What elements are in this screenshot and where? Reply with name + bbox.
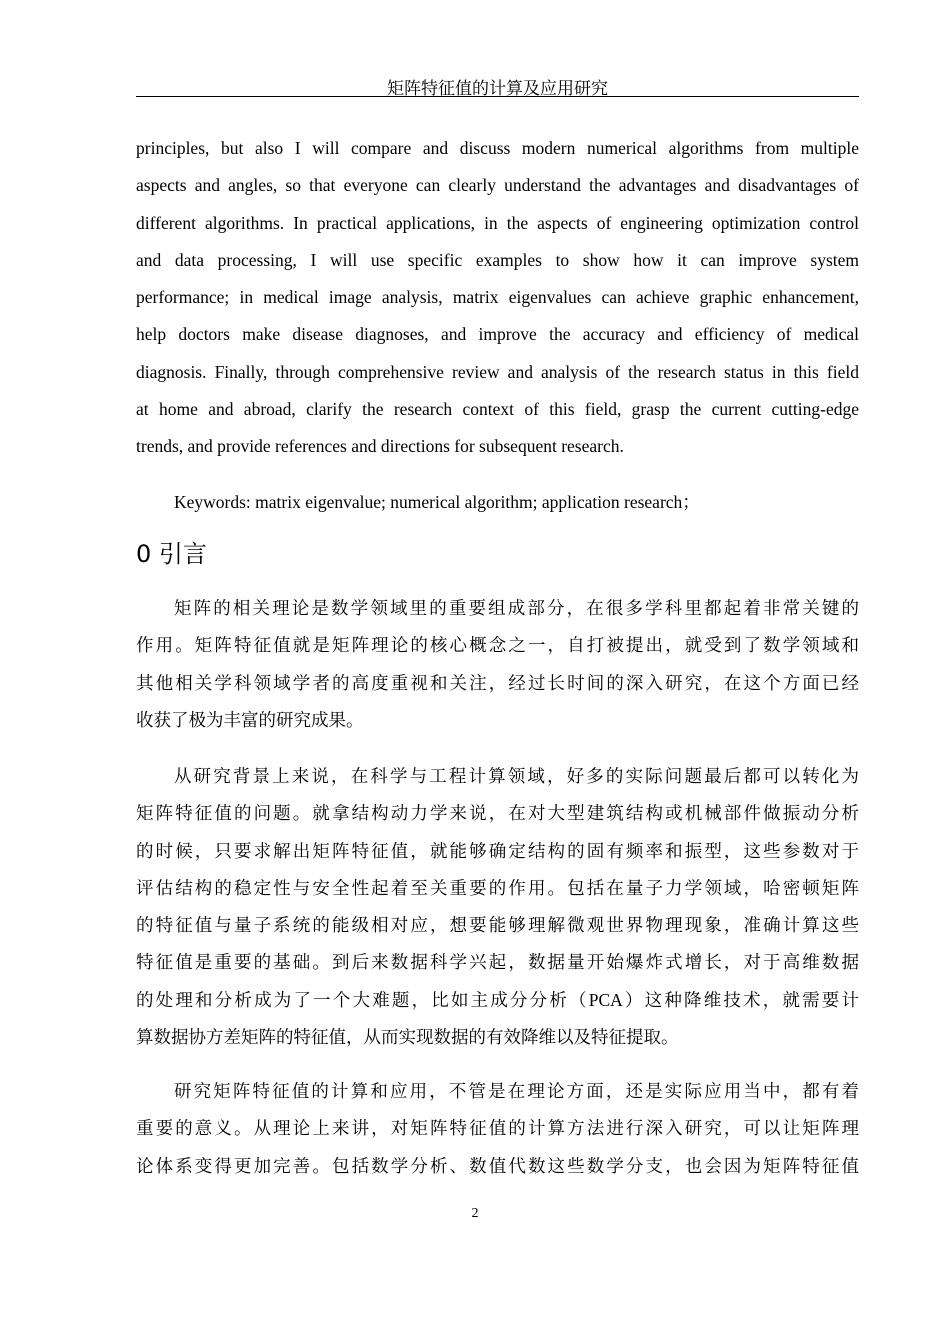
keywords-line: Keywords: matrix eigenvalue; numerical algorithm; application research； [174, 492, 700, 512]
page-number: 2 [471, 1206, 479, 1221]
text-line: at home and abroad, clarify the research context of this field, grasp the current cutting-edge [136, 399, 859, 420]
text-line: 算数据协方差矩阵的特征值，从而实现数据的有效降维以及特征提取。 [136, 1027, 679, 1048]
running-header-title: 矩阵特征值的计算及应用研究 [387, 79, 608, 98]
text-line: diagnosis. Finally, through comprehensive review and analysis of the research status in this field [136, 361, 859, 382]
text-line: trends, and provide references and directions for subsequent research. [136, 436, 624, 457]
text-line: help doctors make disease diagnoses, and improve the accuracy and efficiency of medical [136, 324, 859, 345]
header-divider [136, 96, 859, 97]
text-line: 的时候，只要求解出矩阵特征值，就能够确定结构的固有频率和振型，这些参数对于 [136, 840, 859, 861]
text-line: 重要的意义。从理论上来讲，对矩阵特征值的计算方法进行深入研究，可以让矩阵理 [136, 1118, 859, 1139]
text-line: 作用。矩阵特征值就是矩阵理论的核心概念之一，自打被提出，就受到了数学领域和 [136, 635, 859, 656]
text-line: 其他相关学科领域学者的高度重视和关注，经过长时间的深入研究，在这个方面已经 [136, 672, 859, 693]
text-line: and data processing, I will use specific examples to show how it can improve system [136, 249, 859, 270]
body-paragraph-2 [136, 758, 859, 1056]
text-line: 矩阵的相关理论是数学领域里的重要组成部分，在很多学科里都起着非常关键的 [174, 598, 859, 618]
section-heading: 0 引言 [136, 540, 207, 568]
abstract-english-paragraph [136, 130, 859, 466]
text-line: 论体系变得更加完善。包括数学分析、数值代数这些数学分支，也会因为矩阵特征值 [136, 1155, 859, 1176]
text-line: different algorithms. In practical applications, in the aspects of engineering optimization control [136, 212, 859, 233]
text-line: performance; in medical image analysis, matrix eigenvalues can achieve graphic enhancement, [136, 287, 859, 308]
text-line: 矩阵特征值的问题。就拿结构动力学来说，在对大型建筑结构或机械部件做振动分析 [136, 803, 859, 824]
text-line: 从研究背景上来说，在科学与工程计算领域，好多的实际问题最后都可以转化为 [174, 766, 859, 786]
text-line: 收获了极为丰富的研究成果。 [136, 709, 364, 730]
text-line: 的特征值与量子系统的能级相对应，想要能够理解微观世界物理现象，准确计算这些 [136, 915, 859, 936]
text-line: 评估结构的稳定性与安全性起着至关重要的作用。包括在量子力学领域，哈密顿矩阵 [136, 877, 859, 898]
body-paragraph-1 [136, 590, 859, 739]
text-line: 研究矩阵特征值的计算和应用，不管是在理论方面，还是实际应用当中，都有着 [174, 1081, 859, 1101]
text-line: aspects and angles, so that everyone can clearly understand the advantages and disadvantages of [136, 175, 859, 196]
keywords [136, 484, 859, 521]
text-line: 特征值是重要的基础。到后来数据科学兴起，数据量开始爆炸式增长，对于高维数据 [136, 952, 859, 973]
text-line: 的处理和分析成为了一个大难题，比如主成分分析（PCA）这种降维技术，就需要计 [136, 989, 859, 1010]
body-paragraph-3 [136, 1073, 859, 1185]
text-line: principles, but also I will compare and discuss modern numerical algorithms from multiple [136, 138, 859, 158]
